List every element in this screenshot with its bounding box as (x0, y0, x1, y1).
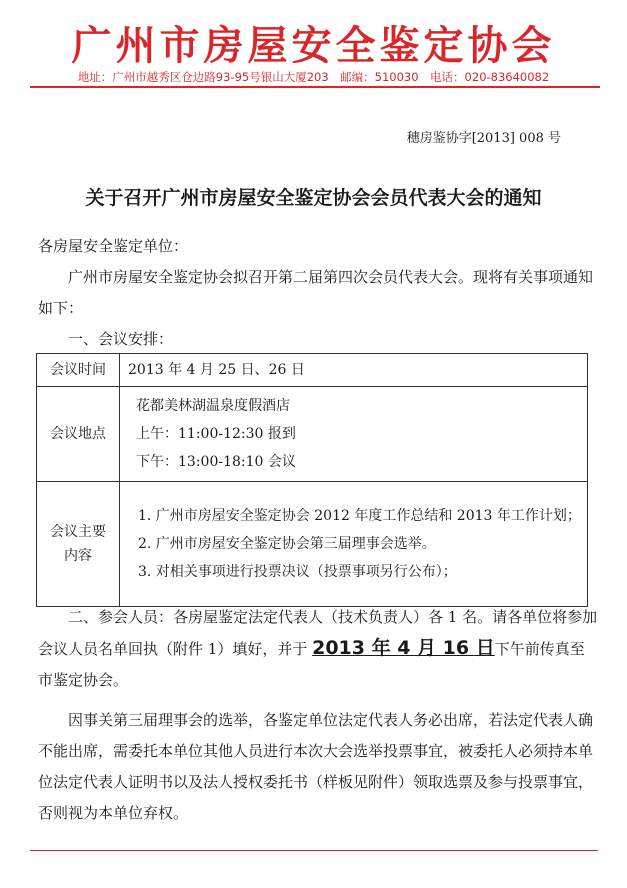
letterhead-divider (30, 86, 600, 88)
table-row (37, 387, 588, 482)
salutation: 各房屋安全鉴定单位： (38, 237, 189, 255)
deadline-date: 2013 年 4 月 16 日 (312, 637, 495, 659)
letterhead-address: 地址：广州市越秀区仓边路93-95号银山大厦203 邮编：510030 电话：020-83640082 (77, 70, 550, 84)
letterhead-title: 广州市房屋安全鉴定协会 (71, 22, 556, 69)
place-value (120, 387, 588, 482)
arrangement-table (36, 353, 588, 607)
document-number: 穗房鉴协字[2013] 008 号 (406, 131, 561, 146)
afternoon-schedule: 下午：13:00-18:10 会议 (136, 454, 296, 470)
content-label-line2: 内容 (64, 548, 92, 564)
section2-paragraph (38, 602, 598, 696)
venue-name: 花都美林湖温泉度假酒店 (136, 398, 290, 414)
content-value (120, 482, 588, 607)
table-row (37, 482, 588, 607)
content-label (37, 482, 120, 607)
intro-paragraph: 广州市房屋安全鉴定协会拟召开第二届第四次会员代表大会。现将有关事项通知如下： (38, 268, 594, 317)
content-item-3: 3. 对相关事项进行投票决议（投票事项另行公布）； (138, 564, 457, 580)
morning-schedule: 上午：11:00-12:30 报到 (136, 426, 296, 442)
bottom-divider (30, 850, 598, 851)
section3-paragraph: 因事关第三届理事会的选举，各鉴定单位法定代表人务必出席，若法定代表人确不能出席，需委托本单位其他人员进行本次大会选举投票事宜，被委托人必须持本单位法定代表人证明书以及法人授权委托书（样板见附件）领取选票及参与投票事宜，否则视为本单位弃权。 (38, 711, 594, 822)
section2-text-before: 二、参会人员：各房屋鉴定法定代表人（技术负责人）各 1 名。请各单位将参加会议人员名单回执（附件 1）填好，并于 (38, 608, 598, 658)
time-label: 会议时间 (37, 354, 120, 387)
time-value: 2013 年 4 月 25 日、26 日 (120, 354, 588, 387)
document-title: 关于召开广州市房屋安全鉴定协会会员代表大会的通知 (85, 187, 542, 209)
content-item-1: 1. 广州市房屋安全鉴定协会 2012 年度工作总结和 2013 年工作计划； (138, 508, 581, 524)
section1-heading: 一、会议安排： (68, 330, 174, 348)
content-item-2: 2. 广州市房屋安全鉴定协会第三届理事会选举。 (138, 536, 436, 552)
content-label-line1: 会议主要 (50, 524, 106, 540)
section2-text-after: 下午前传真至市鉴定协会。 (38, 640, 585, 689)
place-label: 会议地点 (37, 387, 120, 482)
table-row (37, 354, 588, 387)
